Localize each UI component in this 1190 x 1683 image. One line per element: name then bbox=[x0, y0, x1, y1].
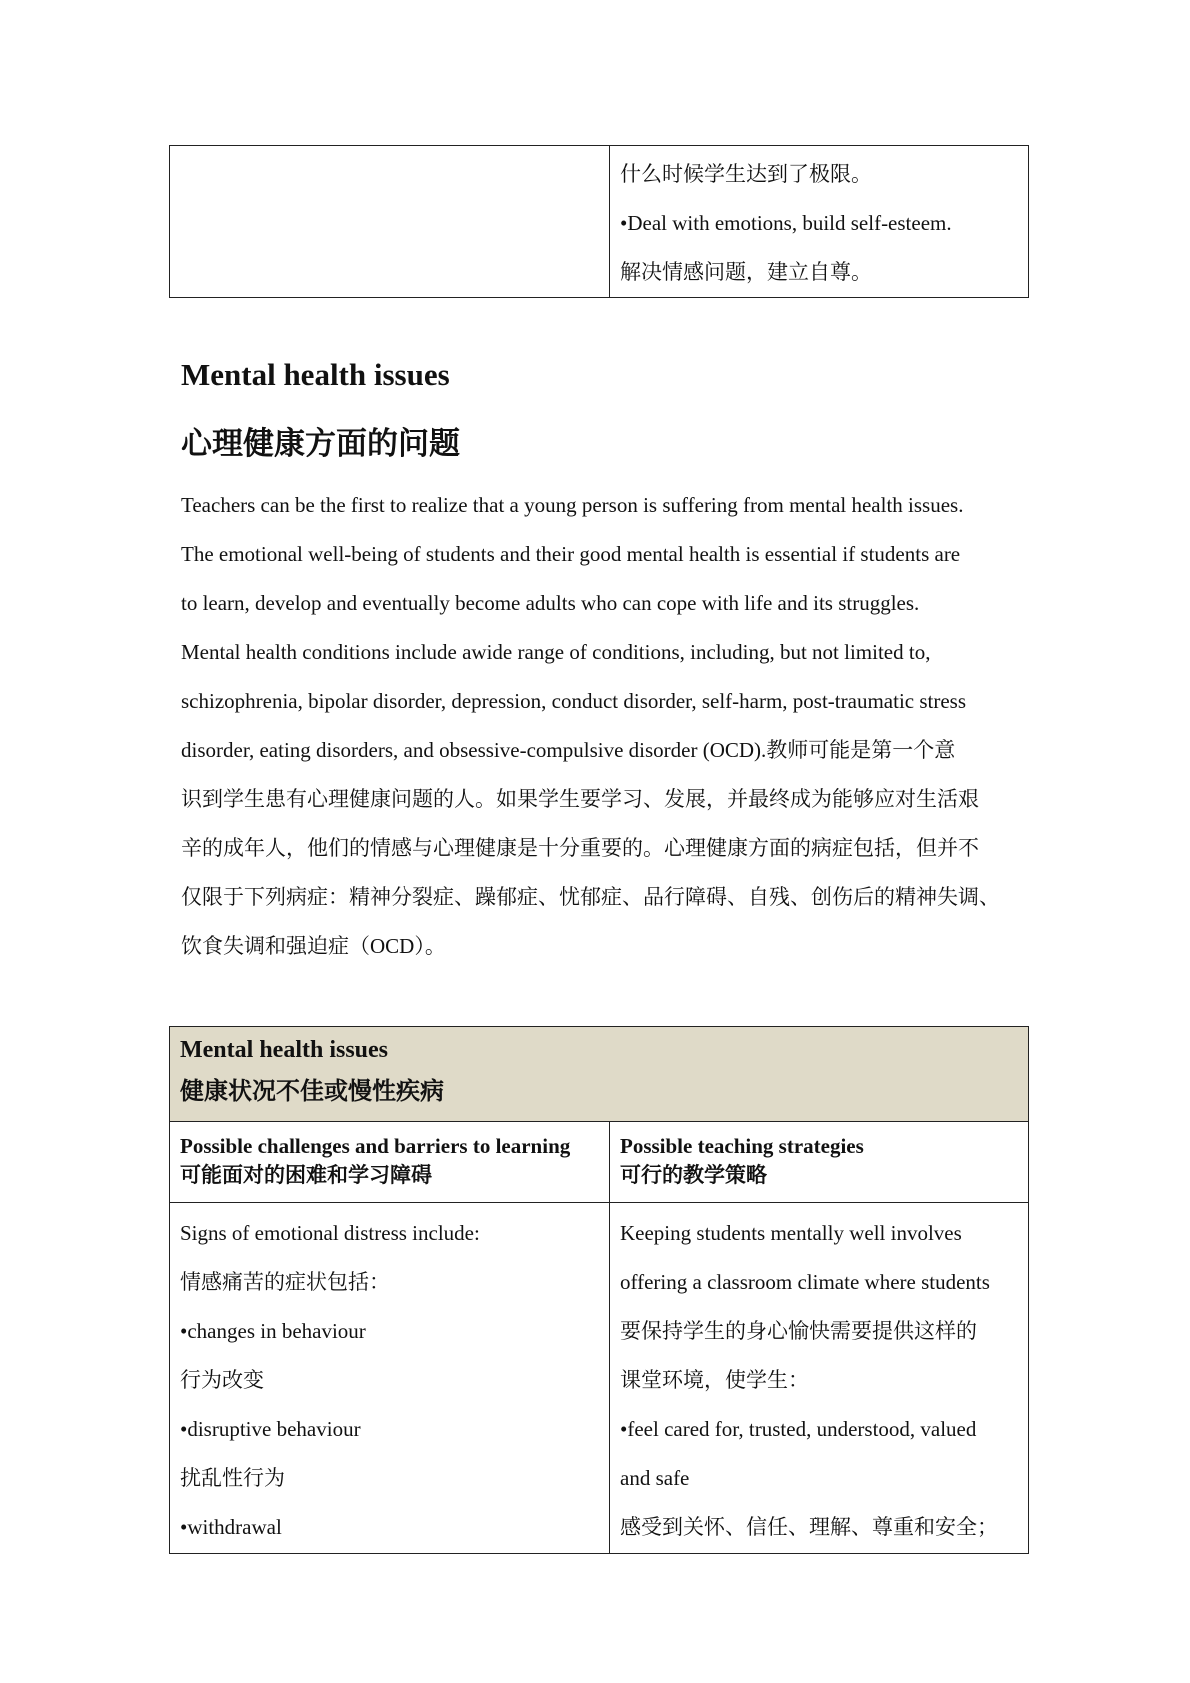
cell-line: Signs of emotional distress include: bbox=[180, 1221, 480, 1245]
column-header-en: Possible teaching strategies bbox=[620, 1134, 864, 1158]
cell-line: •Deal with emotions, build self-esteem. bbox=[620, 211, 952, 235]
cell-line: and safe bbox=[620, 1466, 690, 1490]
paragraph-line: 辛的成年人，他们的情感与心理健康是十分重要的。心理健康方面的病症包括，但并不 bbox=[181, 836, 979, 860]
column-header-en: Possible challenges and barriers to learning bbox=[180, 1134, 571, 1158]
column-header-challenges bbox=[170, 1122, 610, 1203]
paragraph-line: The emotional well-being of students and their good mental health is essential if students are bbox=[181, 542, 961, 566]
cell-line: offering a classroom climate where students bbox=[620, 1270, 990, 1294]
paragraph-line: 仅限于下列病症：精神分裂症、躁郁症、忧郁症、品行障碍、自残、创伤后的精神失调、 bbox=[181, 885, 1000, 909]
paragraph-line: Teachers can be the first to realize that a young person is suffering from mental health issues. bbox=[181, 493, 964, 517]
cell-line: 情感痛苦的症状包括： bbox=[180, 1270, 390, 1294]
column-header-row bbox=[170, 1122, 1029, 1203]
empty-cell bbox=[170, 146, 610, 298]
body-paragraph bbox=[181, 481, 1021, 971]
table-row bbox=[170, 146, 1029, 298]
paragraph-line: schizophrenia, bipolar disorder, depression, conduct disorder, self-harm, post-traumatic stress bbox=[181, 689, 967, 713]
cell-line: 什么时候学生达到了极限。 bbox=[620, 162, 872, 186]
section-title-en: Mental health issues bbox=[181, 357, 450, 392]
cell-line: •feel cared for, trusted, understood, valued bbox=[620, 1417, 977, 1441]
cell-line: 要保持学生的身心愉快需要提供这样的 bbox=[620, 1319, 977, 1343]
paragraph-line: Mental health conditions include awide range of conditions, including, but not limited to, bbox=[181, 640, 931, 664]
table-header-row bbox=[170, 1027, 1029, 1122]
continued-table bbox=[169, 145, 1029, 298]
paragraph-line: 饮食失调和强迫症（OCD）。 bbox=[181, 934, 446, 958]
column-header-zh: 可能面对的困难和学习障碍 bbox=[180, 1163, 432, 1187]
table-header-en: Mental health issues bbox=[180, 1037, 389, 1063]
challenges-cell bbox=[170, 1203, 610, 1554]
paragraph-line: disorder, eating disorders, and obsessive-compulsive disorder (OCD).教师可能是第一个意 bbox=[181, 738, 956, 762]
paragraph-line: 识到学生患有心理健康问题的人。如果学生要学习、发展，并最终成为能够应对生活艰 bbox=[181, 787, 979, 811]
strategy-cell bbox=[610, 146, 1029, 298]
paragraph-line: to learn, develop and eventually become adults who can cope with life and its struggles. bbox=[181, 591, 920, 615]
table-header-cell bbox=[170, 1027, 1029, 1122]
mental-health-table bbox=[169, 1026, 1029, 1554]
column-header-zh: 可行的教学策略 bbox=[620, 1163, 767, 1187]
cell-line: •disruptive behaviour bbox=[180, 1417, 361, 1441]
table-row bbox=[170, 1203, 1029, 1554]
cell-line: 解决情感问题，建立自尊。 bbox=[620, 260, 872, 284]
strategies-cell bbox=[610, 1203, 1029, 1554]
cell-line: 行为改变 bbox=[180, 1368, 264, 1392]
cell-line: 课堂环境，使学生： bbox=[620, 1368, 809, 1392]
cell-line: 扰乱性行为 bbox=[180, 1466, 285, 1490]
column-header-strategies bbox=[610, 1122, 1029, 1203]
cell-line: Keeping students mentally well involves bbox=[620, 1221, 962, 1245]
table-header-zh: 健康状况不佳或慢性疾病 bbox=[180, 1079, 444, 1105]
cell-line: •changes in behaviour bbox=[180, 1319, 366, 1343]
section-title-zh: 心理健康方面的问题 bbox=[181, 426, 460, 461]
cell-line: •withdrawal bbox=[180, 1515, 282, 1539]
cell-line: 感受到关怀、信任、理解、尊重和安全； bbox=[620, 1515, 998, 1539]
